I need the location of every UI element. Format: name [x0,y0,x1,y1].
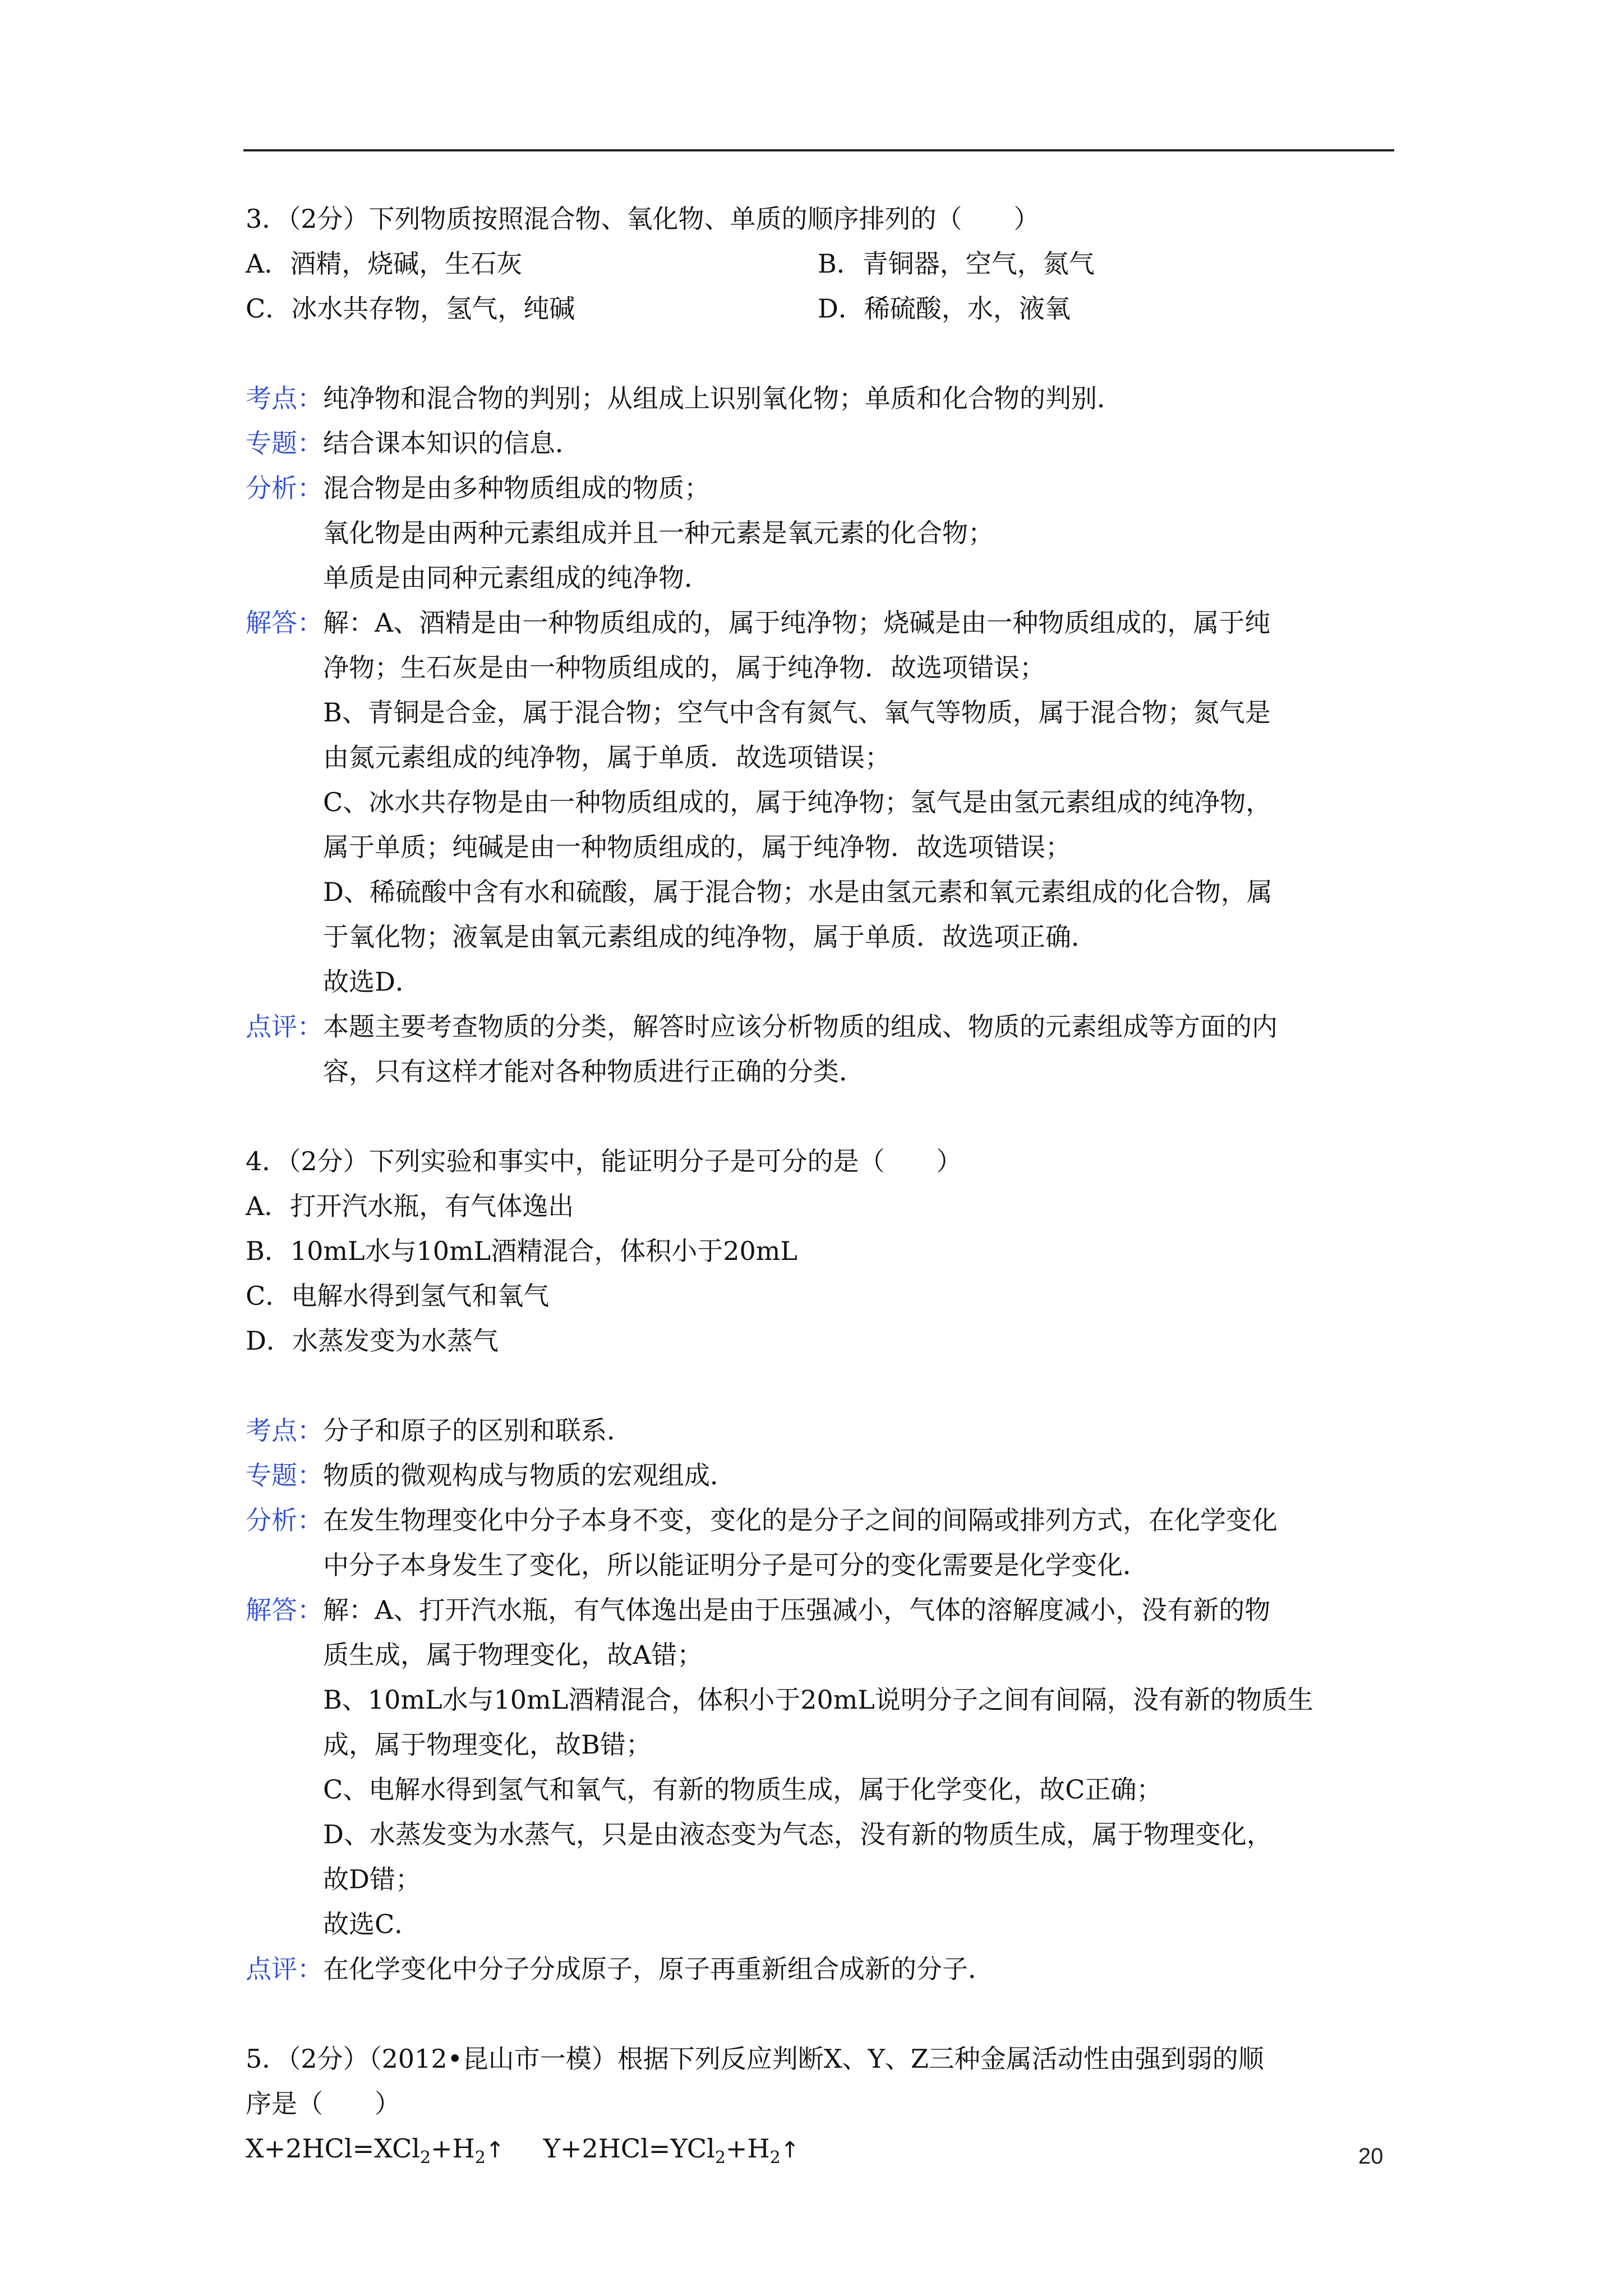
q3-jieda-line: C、冰水共存物是由一种物质组成的，属于纯净物；氢气是由氢元素组成的纯净物， [323,787,1272,817]
q3-stem: 3．（2分）下列物质按照混合物、氧化物、单质的顺序排列的（ ） [246,204,1040,234]
q5-equation-2 [543,2133,800,2168]
eq-text: Y+2HCl=YCl [543,2133,715,2164]
eq-subscript: 2 [714,2148,726,2168]
q3-jieda-line: 于氧化物；液氧是由氧元素组成的纯净物，属于单质．故选项正确． [323,922,1097,952]
q4-fenxi-tag: 分析： [246,1505,323,1535]
spacer [246,331,1401,376]
eq-text: +H [431,2133,475,2164]
q4-stem: 4．（2分）下列实验和事实中，能证明分子是可分的是（ ） [246,1146,962,1176]
eq-subscript: 2 [419,2148,431,2168]
q5-stem-line-2: 序是（ ） [246,2088,400,2119]
q4-option-b: B．10mL水与10mL酒精混合，体积小于20mL [246,1236,797,1266]
q4-dianping-tag: 点评： [246,1954,323,1984]
spacer [246,1363,1401,1408]
q3-zhuanti-text: 结合课本知识的信息． [323,428,581,458]
q4-zhuanti [246,1453,1401,1498]
q4-zhuanti-tag: 专题： [246,1460,323,1490]
q3-fenxi [246,466,1401,600]
q3-option-d: D．稀硫酸，水，液氧 [818,293,1071,324]
q3-zhuanti-tag: 专题： [246,428,323,458]
q4-jieda-tag: 解答： [246,1595,323,1625]
q5-equations [246,2126,1401,2171]
q3-kaodian [246,376,1401,421]
eq-text: +H [725,2133,770,2164]
q4-option-a: A．打开汽水瓶，有气体逸出 [246,1191,574,1221]
q4-jieda-line: D、水蒸发变为水蒸气，只是由液态变为气态，没有新的物质生成，属于物理变化， [323,1819,1272,1849]
q3-fenxi-line: 混合物是由多种物质组成的物质； [323,473,710,503]
gas-arrow-icon: ↑ [485,2137,505,2163]
q3-option-b: B．青铜器，空气，氮气 [818,249,1095,279]
q4-fenxi-line: 中分子本身发生了变化，所以能证明分子是可分的变化需要是化学变化． [323,1550,1149,1580]
eq-subscript: 2 [769,2148,781,2168]
q4-fenxi-line: 在发生物理变化中分子本身不变，变化的是分子之间的间隔或排列方式，在化学变化 [323,1505,1278,1535]
q3-dianping [246,1004,1401,1094]
q3-jieda-tag: 解答： [246,608,323,638]
q3-jieda [246,600,1401,1004]
q4-jieda [246,1588,1401,1947]
q4-dianping [246,1947,1401,1991]
q3-jieda-line: B、青铜是合金，属于混合物；空气中含有氮气、氧气等物质，属于混合物；氮气是 [323,697,1271,728]
q3-dianping-line: 容，只有这样才能对各种物质进行正确的分类． [323,1056,865,1087]
q4-kaodian-text: 分子和原子的区别和联系． [323,1415,633,1446]
q3-dianping-tag: 点评： [246,1011,323,1042]
q4-fenxi [246,1498,1401,1588]
q3-option-a: A．酒精，烧碱，生石灰 [246,249,523,279]
q4-jieda-line: 解：A、打开汽水瓶，有气体逸出是由于压强减小，气体的溶解度减小，没有新的物 [323,1595,1271,1625]
q3-jieda-line: 故选D． [323,967,421,997]
page-content [246,196,1401,2171]
q4-dianping-text: 在化学变化中分子分成原子，原子再重新组合成新的分子． [323,1954,994,1984]
q4-jieda-line: C、电解水得到氢气和氧气，有新的物质生成，属于化学变化，故C正确； [323,1774,1163,1805]
q3-fenxi-line: 氧化物是由两种元素组成并且一种元素是氧元素的化合物； [323,518,994,548]
spacer [246,1094,1401,1139]
q3-options-row-2 [246,286,1401,331]
q4-jieda-line: 质生成，属于物理变化，故A错； [323,1640,703,1670]
q3-kaodian-tag: 考点： [246,383,323,413]
q5-equation-1 [246,2133,505,2168]
q3-jieda-line: 解：A、酒精是由一种物质组成的，属于纯净物；烧碱是由一种物质组成的，属于纯 [323,608,1271,638]
q3-fenxi-tag: 分析： [246,473,323,503]
q3-zhuanti [246,421,1401,466]
gas-arrow-icon: ↑ [780,2137,800,2163]
q4-kaodian [246,1408,1401,1453]
q4-jieda-line: B、10mL水与10mL酒精混合，体积小于20mL说明分子之间有间隔，没有新的物质生 [323,1685,1313,1715]
q3-jieda-line: 由氮元素组成的纯净物，属于单质．故选项错误； [323,742,891,772]
header-rule [243,149,1394,151]
eq-text: X+2HCl=XCl [246,2133,420,2164]
q3-jieda-line: 净物；生石灰是由一种物质组成的，属于纯净物．故选项错误； [323,652,1045,683]
q3-jieda-line: 属于单质；纯碱是由一种物质组成的，属于纯净物．故选项错误； [323,832,1071,862]
q3-fenxi-line: 单质是由同种元素组成的纯净物． [323,563,710,593]
q4-jieda-line: 故D错； [323,1864,421,1894]
q3-option-c: C．冰水共存物，氢气，纯碱 [246,293,575,324]
q4-jieda-line: 成，属于物理变化，故B错； [323,1729,652,1760]
eq-subscript: 2 [474,2148,486,2168]
page-number: 20 [1358,2144,1384,2169]
q3-dianping-line: 本题主要考查物质的分类，解答时应该分析物质的组成、物质的元素组成等方面的内 [323,1011,1278,1042]
q4-zhuanti-text: 物质的微观构成与物质的宏观组成． [323,1460,736,1490]
q4-option-c: C．电解水得到氢气和氧气 [246,1281,550,1311]
q3-options-row-1 [246,241,1401,286]
q5-stem-line-1: 5．（2分）（2012•昆山市一模）根据下列反应判断X、Y、Z三种金属活动性由强到弱的顺 [246,2044,1264,2074]
spacer [246,1991,1401,2036]
q4-kaodian-tag: 考点： [246,1415,323,1446]
q3-kaodian-text: 纯净物和混合物的判别；从组成上识别氧化物；单质和化合物的判别． [323,383,1123,413]
q4-option-d: D．水蒸发变为水蒸气 [246,1326,499,1356]
q4-jieda-line: 故选C． [323,1909,421,1939]
q3-jieda-line: D、稀硫酸中含有水和硫酸，属于混合物；水是由氢元素和氧元素组成的化合物，属 [323,877,1272,907]
